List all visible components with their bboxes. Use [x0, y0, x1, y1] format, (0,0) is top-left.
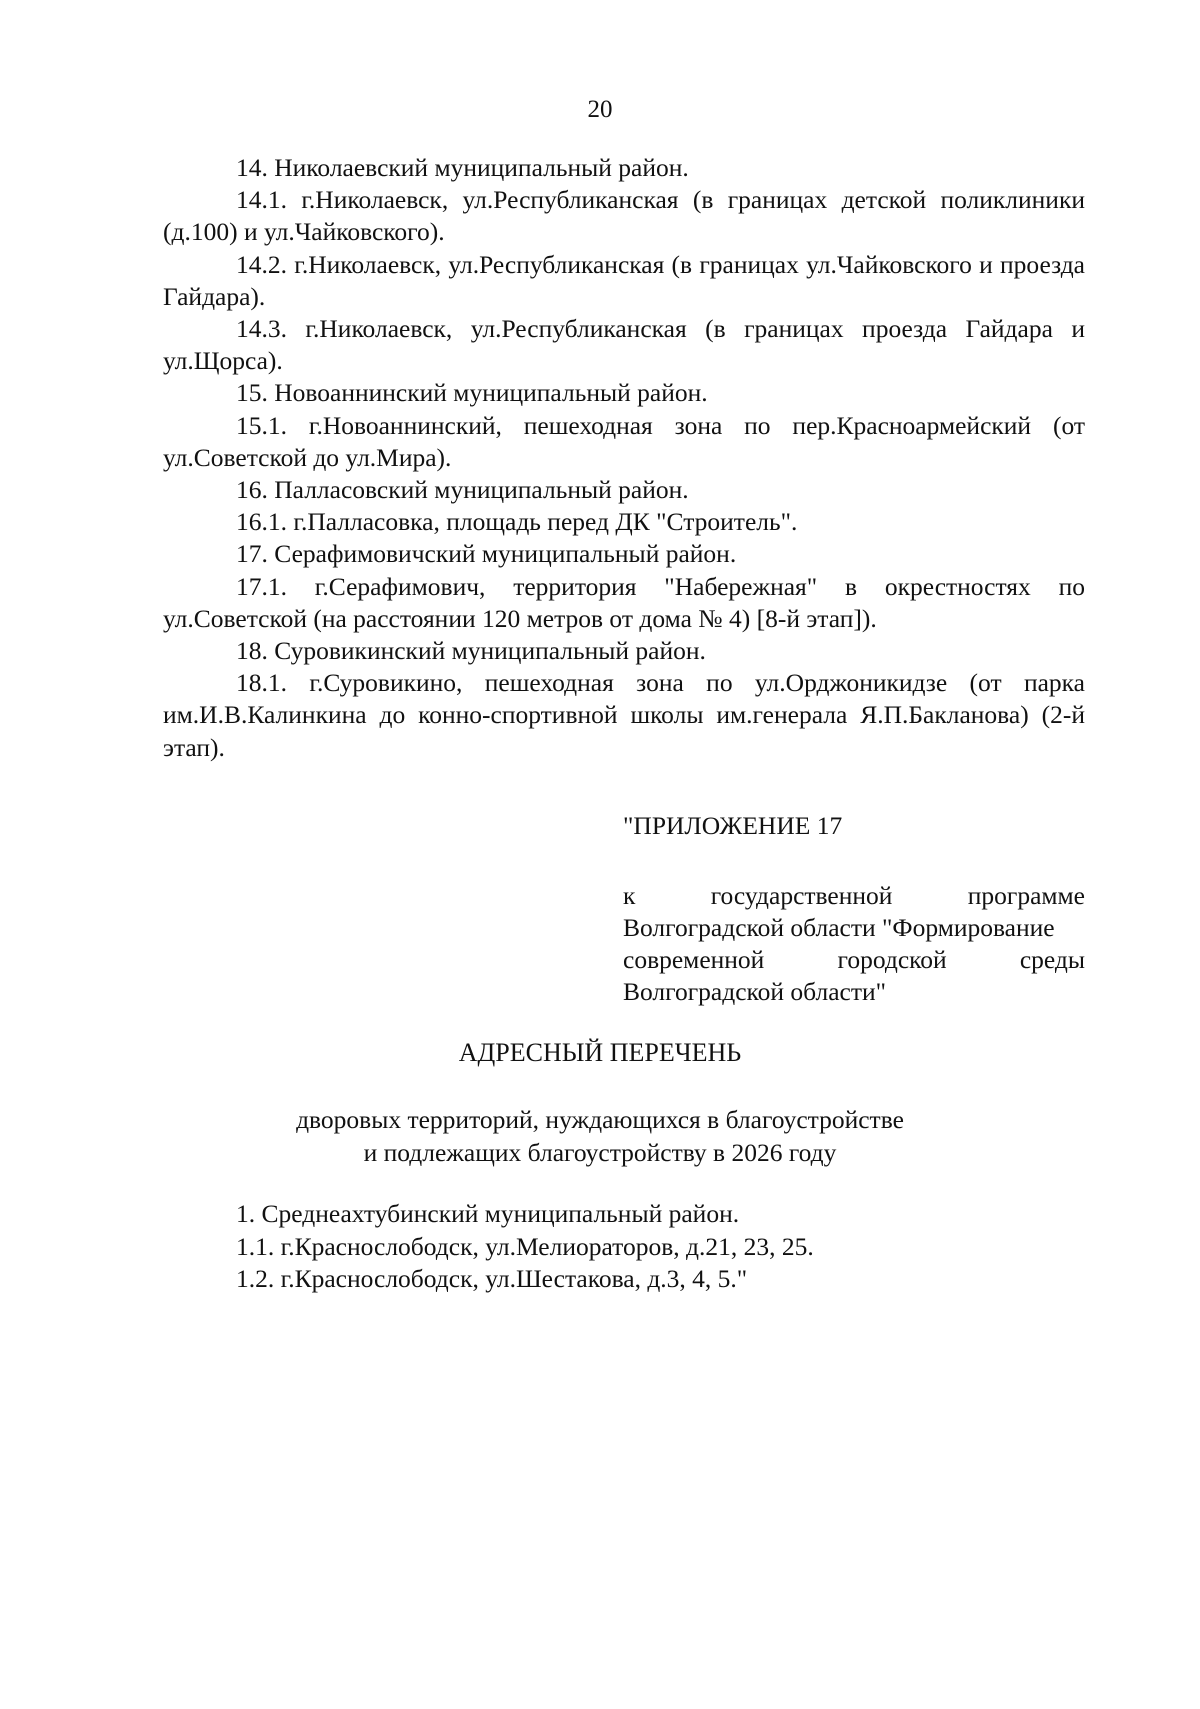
body-text — [163, 152, 1085, 764]
paragraph-15-1: 15.1. г.Новоаннинский, пешеходная зона по пер.Красноармейский (от ул.Советской до ул.Мира). — [163, 410, 1085, 472]
page-number: 20 — [587, 96, 613, 123]
address-list-title: АДРЕСНЫЙ ПЕРЕЧЕНЬ — [458, 1038, 742, 1067]
list-item: 1.1. г.Краснослободск, ул.Мелиораторов, д.21, 23, 25. — [236, 1231, 814, 1261]
appendix-note-word: городской — [837, 945, 947, 974]
subtitle-line: и подлежащих благоустройству в 2026 году — [363, 1138, 837, 1167]
appendix-note-line: Волгоградской области" — [623, 977, 887, 1006]
paragraph-15: 15. Новоаннинский муниципальный район. — [236, 378, 708, 408]
appendix-note — [623, 880, 1085, 1008]
appendix-note-word: программе — [967, 881, 1085, 910]
list-item: 1. Среднеахтубинский муниципальный район. — [236, 1199, 740, 1228]
appendix-note-word: среды — [1019, 945, 1085, 974]
appendix-note-line: Волгоградской области "Формирование — [623, 913, 1055, 942]
appendix-note-word: государственной — [710, 881, 893, 910]
paragraph-14: 14. Николаевский муниципальный район. — [236, 153, 689, 182]
appendix-note-word: современной — [623, 945, 765, 974]
appendix-note-word: к — [623, 881, 636, 910]
paragraph-14-2: 14.2. г.Николаевск, ул.Республиканская (в границах ул.Чайковского и проезда Гайдара). — [163, 249, 1085, 311]
appendix-note-line — [623, 944, 1085, 976]
list-item: 1.2. г.Краснослободск, ул.Шестакова, д.3, 4, 5." — [236, 1264, 748, 1293]
paragraph-16-1: 16.1. г.Палласовка, площадь перед ДК "Строитель". — [236, 507, 798, 537]
paragraph-17-1: 17.1. г.Серафимович, территория "Набережная" в окрестностях по ул.Советской (на расстоянии 120 метров от дома № 4) [8-й этап]). — [163, 571, 1085, 633]
paragraph-17: 17. Серафимовичский муниципальный район. — [236, 539, 737, 569]
appendix-note-line — [623, 880, 1085, 912]
paragraph-14-3: 14.3. г.Николаевск, ул.Республиканская (в границах проезда Гайдара и ул.Щорса). — [163, 314, 1085, 376]
paragraph-18: 18. Суровикинский муниципальный район. — [236, 636, 706, 666]
paragraph-18-1: 18.1. г.Суровикино, пешеходная зона по ул.Орджоникидзе (от парка им.И.В.Калинкина до конно-спортивной школы им.генерала Я.П.Бакланова) (2-й этап). — [163, 668, 1085, 762]
appendix-title: "ПРИЛОЖЕНИЕ 17 — [623, 811, 843, 840]
address-list-subtitle — [0, 1103, 1200, 1169]
subtitle-line: дворовых территорий, нуждающихся в благоустройстве — [296, 1105, 904, 1134]
paragraph-16: 16. Палласовский муниципальный район. — [236, 475, 689, 505]
address-list-items — [236, 1198, 814, 1296]
paragraph-14-1: 14.1. г.Николаевск, ул.Республиканская (в границах детской поликлиники (д.100) и ул.Чайковского). — [163, 185, 1085, 247]
